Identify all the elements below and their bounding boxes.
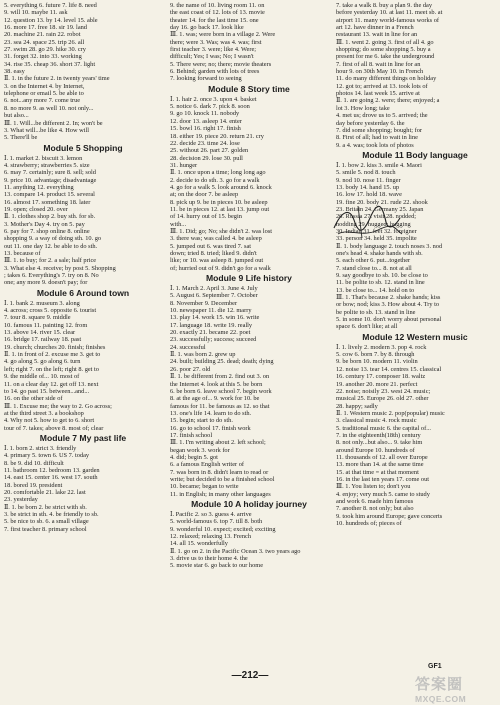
answer-line: 7. in the eighteenth(18th) century — [336, 431, 421, 439]
answer-line: Ⅰ. Pacific 2. so 3. guess 4. arrive — [170, 511, 252, 518]
answer-line: tour of 7. takes; above 8. most of; clear — [4, 424, 104, 432]
answer-line: the Internet 4. look at this 5. be born — [170, 380, 263, 388]
answer-line: at the third street 3. a bookshop — [4, 409, 84, 417]
answer-line: 8. at the age of... 9. work for 10. be — [170, 395, 260, 403]
answer-line: 3. there was; was called 4. be asleep — [170, 235, 262, 243]
answer-line: 10. famous 11. painting 12. from — [4, 321, 88, 329]
answer-line: Ⅲ. 1. You listen to; don't you — [336, 483, 411, 491]
watermark-logo — [415, 673, 497, 703]
answer-line: famous for 11. be famous as 12. so that — [170, 402, 270, 410]
answer-line: 4. enjoy; very much 5. came to study — [336, 490, 430, 498]
answer-line: 4. Why not 5. how to get to 6. short — [4, 417, 95, 425]
answer-line: musical 25. Europe 26. old 27. other — [336, 395, 429, 403]
answer-line: 3. drive us to their home 4. the — [170, 555, 248, 563]
answer-line: 16. in the last ten years 17. come out — [336, 475, 430, 483]
answer-line: Ⅲ. 1. to buy; for 2. a sale; half price — [4, 257, 97, 265]
answer-line: there; were 3. Was; was 4. was; first — [170, 38, 262, 46]
answer-line: 22. decide 23. time 24. lose — [170, 139, 240, 147]
answer-line: Ⅰ. 1. born 2. strict 3. friendly — [4, 444, 77, 452]
answer-line: 5. world-famous 6. top 7. till 8. both — [170, 518, 263, 526]
answer-line: day 16. go back 17. look like — [170, 24, 244, 32]
answer-line: 18. either 19. piece 20. return 21. cry — [170, 132, 264, 140]
answer-line: 13. body 14. hand 15. up — [336, 183, 400, 191]
answer-line: airport 11. many world-famous works of — [336, 16, 440, 24]
answer-line: 15. begin; start to do sth. — [170, 417, 233, 425]
answer-line: 4. go along 5. go along 6. turn — [4, 358, 81, 366]
answer-line: 4. met us; drove us to 5. arrived; the — [336, 112, 428, 120]
answer-line: Ⅱ. 1. body language 2. touch noses 3. nod — [336, 242, 443, 250]
answer-line: 9. nod 10. nose 11. finger — [336, 176, 401, 184]
answer-line: 6. Behind; garden with lots of trees — [170, 68, 260, 76]
module-heading: Module 12 Western music — [362, 331, 468, 342]
answer-line: 11. be polite to sb. 12. stand in line — [336, 279, 425, 287]
watermark-text: 答案圈 — [415, 676, 464, 693]
answer-line: 4. strawberry; strawberries 5. size — [4, 161, 90, 169]
answer-line: 9. the middle of... 10. most of — [4, 373, 80, 381]
answer-line: 24. successful — [170, 343, 206, 351]
answer-line: 34. rise 35. cheap 36. short 37. light — [4, 60, 96, 68]
answer-line: 13. be close to... 14. hold on to — [336, 286, 415, 294]
answer-line: 11. do many different things on holiday — [336, 75, 437, 83]
module-heading: Module 11 Body language — [362, 149, 468, 160]
answer-line: 4. did; begin 5. got — [170, 453, 218, 461]
answer-line: 16. go to school 17. finish work — [170, 424, 251, 432]
answer-line: 9. go 10. knock 11. nobody — [170, 110, 240, 118]
answer-line: 9. the name of 10. living room 11. on — [170, 2, 265, 9]
answer-line: out 11. one day 12. be able to do sth. — [4, 242, 98, 250]
answer-line: 9. wonderful 10. expect; excited; exciting — [170, 525, 276, 533]
answer-line: Ⅰ. 1. market 2. biscuit 3. lemon — [4, 154, 83, 162]
answer-line: 13. above 14. river 15. clear — [4, 329, 76, 337]
answer-line: around Europe 10. hundreds of — [336, 446, 415, 454]
answer-line: Ⅱ. 1. Western music 2. pop(popular) music — [336, 409, 445, 417]
answer-line: 12. relaxed; relaxing 13. French — [170, 533, 252, 541]
answer-line: 9. will 10. maybe 11. ask — [4, 9, 68, 17]
module-heading: Module 10 A holiday journey — [191, 499, 307, 509]
answer-line: Ⅲ. 1. That's because 2. shake hands; kiss — [336, 294, 441, 302]
answer-line: Ⅱ. 1. was born 2. grew up — [170, 351, 236, 359]
watermark-url: MXQE.COM — [415, 694, 467, 704]
answer-line: but also... — [4, 112, 29, 120]
answer-line: 5. cow 6. born 7. by 8. through — [336, 351, 415, 359]
answer-line: 31. forget 32. into 33. working — [4, 53, 82, 61]
answer-line: 8. no more 9. as well 10. not only... — [4, 104, 94, 112]
answer-line: be polite to sb. 13. stand in line — [336, 308, 416, 316]
answer-line: 7. looking forward to seeing — [170, 75, 242, 83]
answer-line: 16. century 17. composer 18. waltz — [336, 373, 426, 381]
answer-line: 10. newspaper 11. die 12. marry — [170, 307, 252, 315]
answer-line: 7. did some shopping; bought; for — [336, 126, 422, 134]
answer-line: Ⅲ. 1. went 2. going 3. first of all 4. go — [336, 38, 434, 46]
answer-line: 7. first of all 8. wait in line for an — [336, 60, 421, 68]
answer-line: 7. stand close to... 8. not at all — [336, 264, 412, 272]
answer-line: 9. price 10. advantage; disadvantage — [4, 176, 97, 184]
answer-line: 7. first teacher 8. primary school — [4, 525, 87, 533]
answer-line: 20. machine 21. rain 22. robot — [4, 31, 81, 39]
answer-line: left; right 7. on the left; right 8. get to — [4, 365, 99, 373]
answer-line: restaurant 13. wait in line for an — [336, 31, 418, 39]
answer-line: Ⅰ. 1. bank 2. museum 3. along — [4, 299, 80, 307]
answer-line: nodding 29. hugged; hugging — [336, 220, 411, 228]
answer-line: down; tried 8. tried; liked 9. didn't — [170, 250, 257, 257]
answer-line: 28. happy; sadly — [336, 402, 378, 410]
module-heading: Module 8 Story time — [208, 83, 290, 94]
answer-line: 26. poor 27. old — [170, 365, 211, 373]
answer-line: 3. on the Internet 4. by Internet, — [4, 82, 85, 90]
answer-line: shopping 9. a way of doing sth. 10. go — [4, 235, 102, 243]
answer-line: 16. more 17. free 18. sir 19. land — [4, 24, 87, 32]
answer-line: 19. fine 20. body 21. rude 22. shook — [336, 198, 428, 206]
answer-line: 14. all 15. wonderfully — [170, 540, 228, 548]
answer-line: 3. Mother's Day 4. try on 5. pay — [4, 220, 85, 228]
answer-line: 30. Indian 31. feet 32. foreigner — [336, 227, 417, 235]
answer-line: 9. a 4. was; took lots of photos — [336, 141, 414, 149]
answer-line: Ⅰ. 1. March 2. April 3. June 4. July — [170, 285, 258, 293]
answer-line: 12. got to; arrived at 13. took lots of — [336, 82, 428, 90]
answer-line: Ⅰ. 1. hair 2. once 3. upon 4. basket — [170, 95, 257, 103]
answer-line: before yesterday 10. at last 11. meet sb. at — [336, 9, 443, 17]
answer-line: 10. hundreds of; pieces of — [336, 520, 402, 528]
answer-line: 13. compare 14. product 15. several — [4, 191, 95, 199]
answer-line: Ⅱ. 1. in the future 2. in twenty years' time — [4, 75, 110, 83]
module-heading: Module 7 My past life — [39, 432, 127, 443]
answer-column-1 — [4, 2, 162, 533]
answer-line: 5. movie star 6. go back to our home — [170, 562, 264, 570]
answer-line: photos 14. last week 15. arrive at — [336, 90, 420, 98]
answer-line: 24. built; building 25. dead; death; dying — [170, 358, 274, 366]
answer-line: 19. another 20. more 21. perfect — [336, 380, 418, 388]
answer-line: 28. decision 29. lose 30. pull — [170, 154, 243, 162]
answer-line: the east coast of 12. lots of 13. movie — [170, 9, 265, 17]
answer-line: of; hurried out of 9. didn't go for a walk — [170, 264, 271, 272]
answer-line: 11. bathroom 12. bedroom 13. garden — [4, 466, 100, 474]
answer-line: Ⅲ. 1. Excuse me; the way to 2. Go across; — [4, 402, 112, 410]
answer-line: 8. November 9. December — [170, 299, 238, 307]
answer-line: 17. language 18. write 19. really — [170, 321, 253, 329]
answer-line: 13. because of — [4, 250, 41, 257]
answer-line: 4. across; cross 5. opposite 6. tourist — [4, 307, 97, 315]
answer-line: 5. each other 6. put...together — [336, 257, 411, 265]
answer-line: 23. sea 24. space 25. trip 26. all — [4, 38, 85, 46]
answer-line: 20. comfortable 21. lake 22. last — [4, 488, 86, 496]
answer-line: 19. open; closed 20. over — [4, 205, 68, 213]
answer-line: 16. almost 17. something 18. later — [4, 198, 91, 206]
answer-line: Ⅱ. 1. once upon a time; long long ago — [170, 169, 266, 177]
answer-line: 6. not...any more 7. come true — [4, 97, 81, 105]
answer-line: 13. play 14. work 15. win 16. write — [170, 314, 260, 322]
answer-line: Ⅲ. 1. I'm writing about 2. left school; — [170, 439, 266, 447]
answer-line: difficult; Yes; I was; No; I wasn't — [170, 53, 254, 61]
answer-line: 12. door 13. asleep 14. enter — [170, 117, 242, 125]
answer-line: 12. question 13. by 14. level 15. able — [4, 16, 98, 24]
answer-line: 5. August 6. September 7. October — [170, 292, 258, 300]
answer-line: 3. What will...be like 4. How will — [4, 126, 89, 134]
answer-line: 33. person 34. held 35. impolite — [336, 235, 417, 243]
answer-line: first teacher 3. were; like 4. Were; — [170, 46, 257, 54]
answer-line: 7. was born in 8. didn't learn to read or — [170, 468, 269, 476]
answer-line: 27. swim 28. go 29. hike 30. cry — [4, 46, 86, 54]
handwritten-signature — [328, 198, 404, 244]
answer-line: 8. not only...but also... 9. take him — [336, 439, 423, 447]
answer-line: 22. noise; noisily 23. west 24. music; — [336, 387, 431, 395]
answer-line: telephone or email 5. be able to — [4, 90, 84, 98]
answer-line: Ⅰ. 1. bow 2. kiss 3. smile 4. Maori — [336, 161, 422, 169]
answer-line: 26. Russia 27. visit 28. nodded; — [336, 213, 417, 221]
answer-line: with... — [170, 220, 187, 228]
answer-line: 5. in some 10. don't worry about personal — [336, 316, 442, 324]
answer-column-3 — [336, 2, 494, 527]
answer-line: 3. What else 4. receive; by post 5. Shopping — [4, 264, 116, 272]
answer-line: 6. a famous English writer of — [170, 461, 244, 469]
answer-line: 31. hunger — [170, 161, 198, 169]
answer-line: shopping; do some shopping 5. buy a — [336, 46, 431, 54]
answer-line: lot 3. How long; take — [336, 104, 390, 112]
answer-line: of 14. hurry out of 15. begin — [170, 213, 242, 221]
answer-line: 23. successfully; success; succeed — [170, 336, 257, 344]
answer-line: 10. became; began to write — [170, 483, 239, 491]
answer-line: 13. one's life 14. learn to do sth. — [170, 409, 252, 417]
answer-line: 8. First of all; had to wait in line — [336, 134, 418, 142]
answer-line: 8. be 9. did 10. difficult — [4, 459, 64, 467]
answer-line: like; or 10. was asleep 8. jumped out — [170, 257, 264, 265]
answer-line: 7. take a walk 8. buy a plan 9. the day — [336, 2, 433, 9]
answer-line: day before yesterday 6. the — [336, 119, 405, 127]
answer-line: 6. be born 6. leave school 7. begin work — [170, 387, 272, 395]
answer-line: 38. easy — [4, 68, 25, 76]
answer-line: 11. in English; in many other languages — [170, 490, 271, 498]
answer-line: space 6. don't like; at all — [336, 323, 398, 331]
answer-line: 5. smile 5. nod 8. touch — [336, 169, 396, 177]
answer-line: 11. anything 12. everything — [4, 183, 74, 191]
answer-line: 18. bored 19. president — [4, 481, 63, 489]
answer-line: write; but decided to be a finished school — [170, 475, 275, 483]
module-heading: Module 5 Shopping — [43, 142, 123, 153]
answer-line: Ⅲ. 1. Did; go; No; she didn't 2. was lost — [170, 227, 273, 235]
answer-line: 5. everything 6. future 7. life 8. need — [4, 2, 97, 9]
answer-line: 9. took him around Europe; gave concerts — [336, 512, 443, 520]
answer-line: 16. on the other side of — [4, 395, 63, 403]
answer-line: began work 3. work for — [170, 446, 230, 454]
answer-column-2 — [170, 2, 328, 570]
answer-line: 2. decide to do sth. 3. go for a walk — [170, 176, 260, 184]
answer-line: 11. on a clear day 12. get off 13. next — [4, 380, 99, 388]
answer-line: 11. be in pieces 12. at last 13. jump out — [170, 205, 270, 213]
answer-line: 5. notice 6. dark 7. pick 8. soon — [170, 103, 250, 111]
answer-line: 14. east 15. center 16. west 17. south — [4, 474, 98, 482]
module-heading: Module 6 Around town — [36, 287, 130, 298]
answer-line: 4. primary 5. town 6. US 7. today — [4, 452, 90, 460]
answer-line: 5. be nice to sb. 6. a small village — [4, 518, 89, 526]
answer-line: Ⅱ. 1. are going 2. were; there; enjoyed; a — [336, 97, 440, 105]
answer-line: 8. pick up 9. be in pieces 10. be asleep — [170, 198, 268, 206]
answer-line: 3. classical music 4. rock music — [336, 417, 417, 425]
answer-line: 12. noise 13. tear 14. centres 15. classical — [336, 365, 442, 373]
answer-line: 4. go for a walk 5. look around 6. knock — [170, 183, 272, 191]
answer-line: 23. Britain 24. Germany 25. Japan — [336, 205, 424, 213]
answer-line: 16. low 17. hold 18. wave — [336, 191, 402, 199]
answer-line: 9. say goodbye to sb. 10. be close to — [336, 272, 428, 280]
answer-line: Ⅲ. 1. was; were born in a village 2. Were — [170, 31, 276, 39]
answer-line: Ⅱ. 1. be different from 2. find out 3. on — [170, 373, 270, 381]
page-number: —212— — [231, 670, 269, 681]
answer-line: 23. yesterday — [4, 496, 38, 504]
answer-line: present for me 6. take the underground — [336, 53, 435, 61]
answer-line: or bow; nod; kiss 3. How about 4. Try to — [336, 301, 440, 309]
answer-line: 20. exactly 21. became 22. poet — [170, 329, 251, 337]
answer-line: 3. be strict in sth. 4. be friendly to sb. — [4, 511, 99, 518]
footer-code: GF1 — [428, 663, 442, 670]
answer-line: Ⅱ. 1. be born 2. be strict with sb. — [4, 503, 87, 511]
answer-line: Ⅱ. 1. in front of 2. excuse me 3. get to — [4, 351, 101, 359]
answer-line: 5. jumped out 6. was tired 7. sat — [170, 242, 252, 250]
answer-line: 17. finish school — [170, 431, 213, 439]
answer-line: and work 6. made him famous — [336, 498, 414, 505]
answer-line: ; takes 6. Everything's 7. try on 8. No — [4, 272, 99, 280]
answer-line: 9. be born 10. modern 11. violin — [336, 358, 418, 366]
answer-line: 25. without 26. part 27. golden — [170, 147, 249, 155]
answer-line: 15. at that time = at that moment — [336, 468, 419, 476]
answer-line: 5. There were; no; there; movie theaters — [170, 60, 272, 68]
answer-line: at; on the door 7. be asleep — [170, 191, 239, 199]
answer-line: 7. another 8. not only; but also — [336, 505, 414, 513]
answer-line: Ⅲ. 1. Will...be different 2. In; won't be — [4, 119, 103, 127]
answer-line: to 14. go past 15. between...and... — [4, 387, 90, 395]
answer-line: theater 14. for the last time 15. one — [170, 16, 259, 24]
answer-line: 19. church; churches 20. finish; finishes — [4, 343, 106, 351]
answer-line: 16. bridge 17. railway 18. past — [4, 336, 82, 344]
answer-line: Ⅱ. 1. clothes shop 2. buy sth. for sb. — [4, 213, 96, 221]
answer-line: 6. pay for 7. shop online 8. online — [4, 227, 90, 235]
answer-line: Ⅱ. 1. go on 2. in the Pacific Ocean 3. two years ago — [170, 547, 301, 555]
answer-line: 15. bowl 16. right 17. finish — [170, 125, 241, 133]
answer-line: 7. tour 8. square 9. middle — [4, 314, 71, 322]
answer-line: 6. may 7. certainly; sure 8. sell; sold — [4, 169, 96, 177]
answer-line: 5. traditional music 6. the capital of... — [336, 424, 431, 432]
module-heading: Module 9 Life history — [206, 273, 292, 284]
answer-line: 13. more than 14. at the same time — [336, 461, 424, 469]
answer-line: one; any more 9. doesn't pay; for — [4, 279, 88, 287]
answer-line: hour 9. on 30th May 10. in French — [336, 68, 424, 76]
answer-line: Ⅰ. 1. lively 2. modern 3. pop 4. rock — [336, 343, 427, 351]
answer-line: 11. thousands of 12. all over Europe — [336, 453, 428, 461]
answer-line: one's head 4. shake hands with sb. — [336, 250, 423, 257]
answer-line: art 12. have dinner in a French — [336, 24, 414, 32]
answer-line: 5. There'll be — [4, 134, 38, 142]
